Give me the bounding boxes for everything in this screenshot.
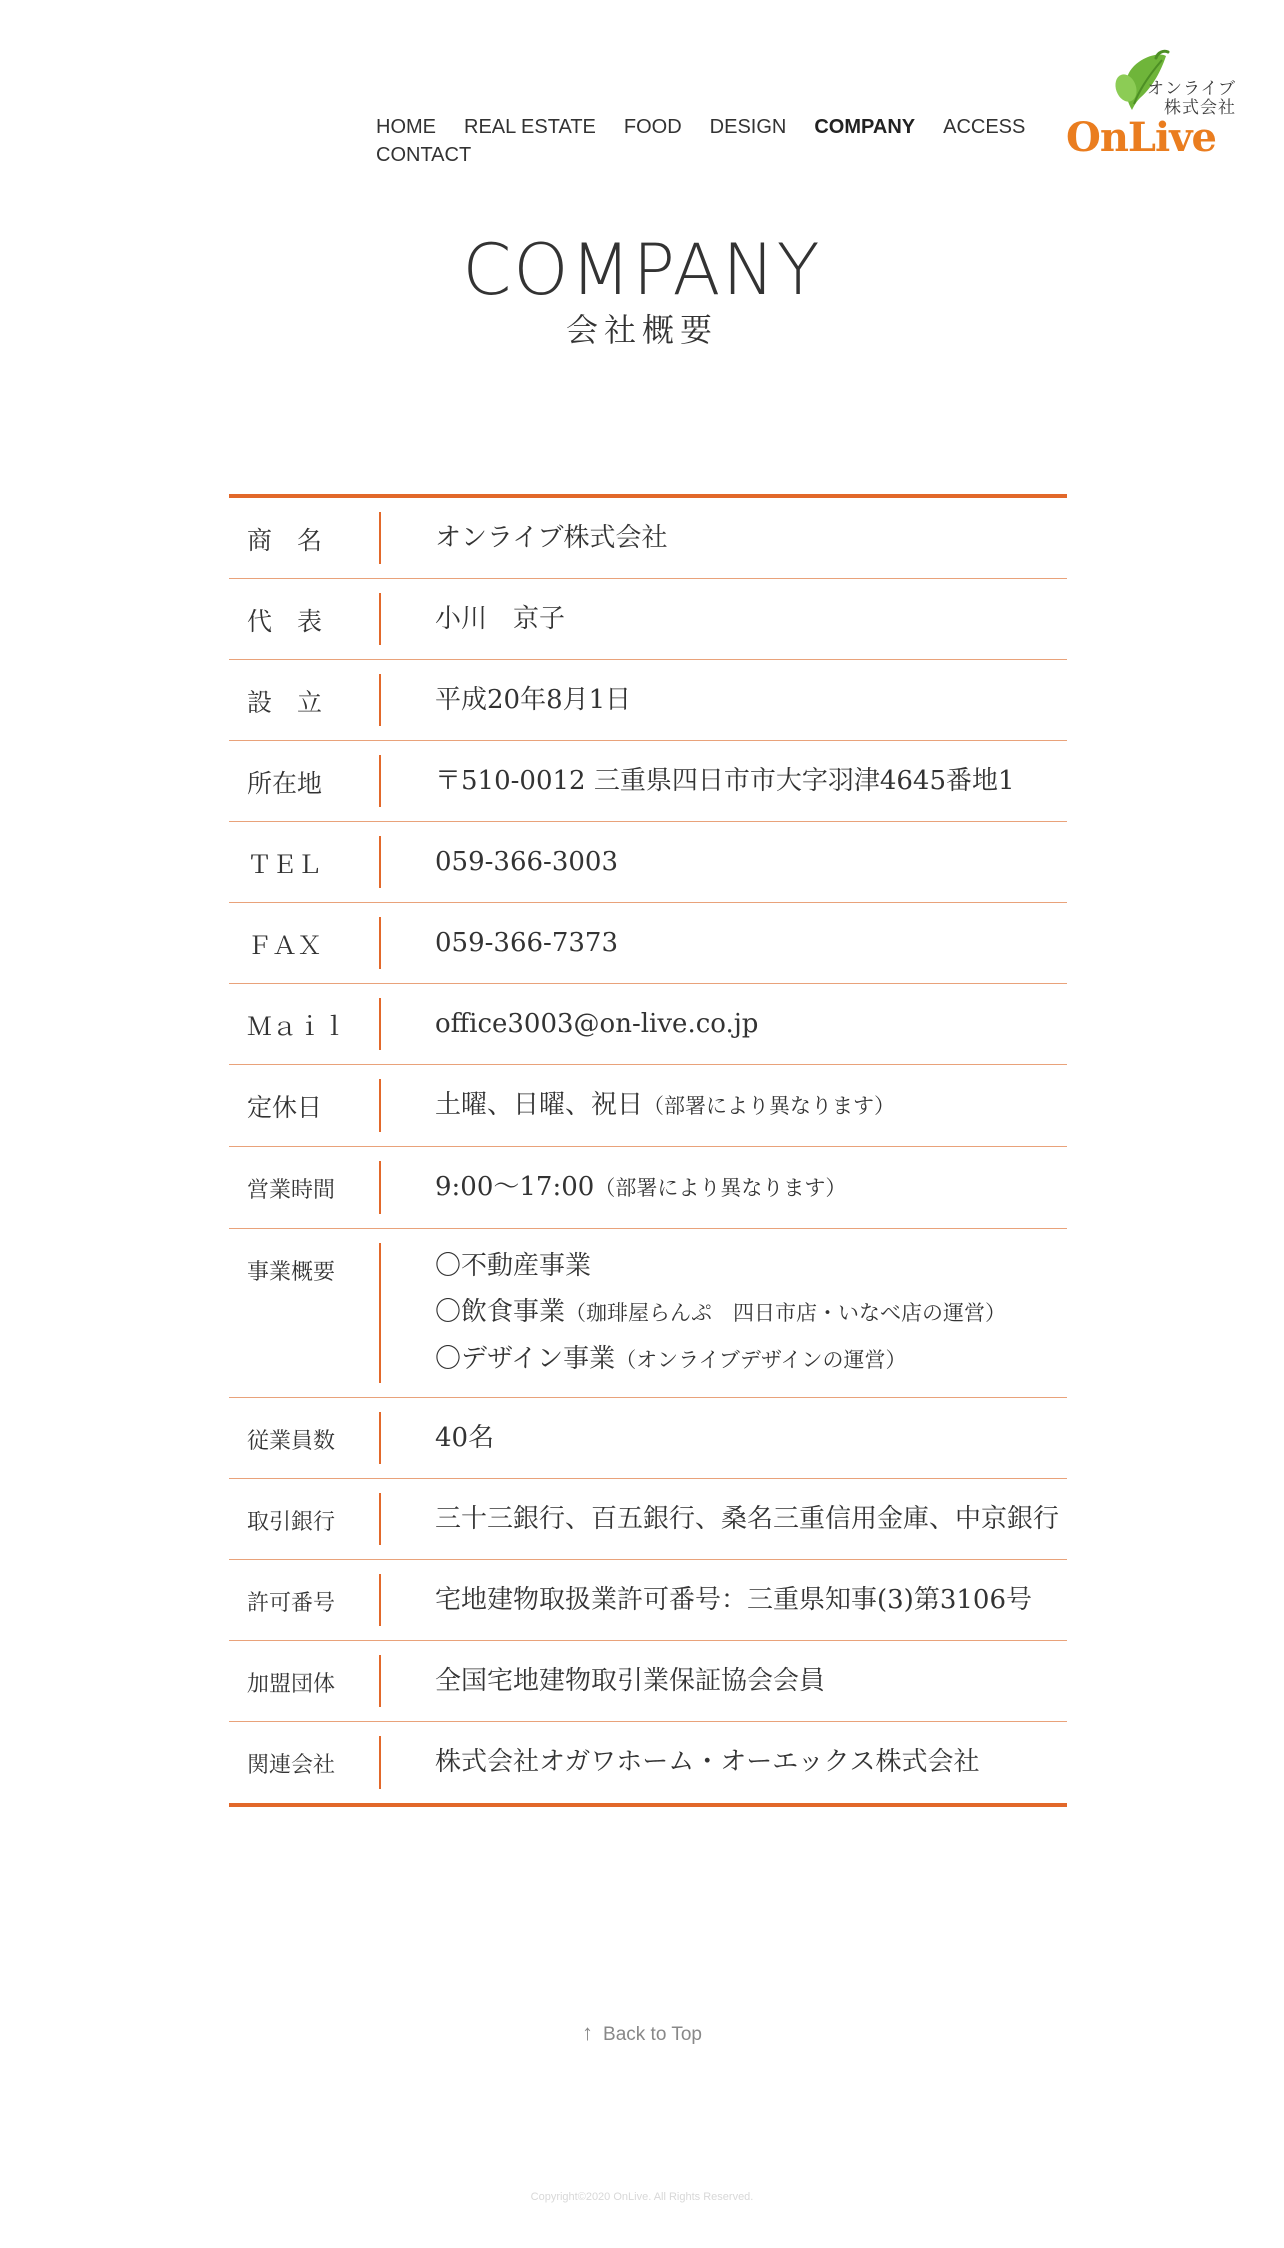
row-value: 宅地建物取扱業許可番号：三重県知事(3)第3106号	[435, 1585, 1032, 1615]
table-row	[229, 741, 1067, 822]
table-row	[229, 984, 1067, 1065]
table-row	[229, 1479, 1067, 1560]
row-value-tel[interactable]: 059-366-3003	[435, 847, 618, 877]
company-logo[interactable]	[1066, 48, 1242, 174]
row-label: 許可番号	[247, 1591, 336, 1616]
row-value: 小川 京子	[435, 604, 566, 634]
row-value-note: （部署により異なります）	[594, 1176, 847, 1200]
row-label: ＴＥＬ	[247, 850, 323, 879]
page-title: COMPANY	[462, 229, 822, 311]
copyright-text: Copyright©2020 OnLive. All Rights Reserved.	[530, 2191, 754, 2203]
table-row	[229, 1641, 1067, 1722]
arrow-up-icon: ↑	[582, 2020, 594, 2045]
row-value: 株式会社オガワホーム・オーエックス株式会社	[435, 1747, 980, 1778]
business-line-text: 〇不動産事業	[435, 1251, 592, 1281]
row-label: 商 名	[247, 526, 323, 555]
page-subtitle: 会社概要	[565, 311, 718, 349]
row-value	[381, 1147, 846, 1228]
row-value: 平成20年8月1日	[435, 685, 632, 715]
row-value	[381, 1229, 1006, 1397]
table-row	[229, 1147, 1067, 1229]
row-label: Ｍａｉｌ	[247, 1012, 348, 1041]
nav-item-design[interactable]: DESIGN	[709, 116, 787, 138]
nav-item-food[interactable]: FOOD	[623, 116, 682, 138]
row-value-note: （部署により異なります）	[643, 1094, 896, 1118]
nav-item-real-estate[interactable]: REAL ESTATE	[464, 116, 596, 138]
table-row	[229, 822, 1067, 903]
business-line	[435, 1243, 1006, 1289]
row-value	[381, 1065, 895, 1146]
nav-item-access[interactable]: ACCESS	[943, 116, 1026, 138]
row-label: 営業時間	[247, 1178, 336, 1203]
row-label: 定休日	[247, 1093, 323, 1122]
row-label: 事業概要	[247, 1260, 336, 1285]
row-label: 加盟団体	[247, 1672, 336, 1697]
row-value-main: 9:00～17:00	[435, 1172, 595, 1202]
nav-item-company[interactable]: COMPANY	[814, 116, 916, 138]
main-nav	[376, 113, 1036, 169]
row-label: 所在地	[247, 769, 323, 798]
row-value: 全国宅地建物取引業保証協会会員	[435, 1666, 826, 1696]
row-label: 取引銀行	[247, 1510, 336, 1535]
row-value: 三十三銀行、百五銀行、桑名三重信用金庫、中京銀行	[435, 1504, 1060, 1534]
logo-line1: オンライブ	[1147, 79, 1236, 99]
row-label: 従業員数	[247, 1429, 336, 1454]
row-value: 059-366-7373	[435, 928, 618, 958]
page-heading	[0, 228, 1284, 350]
back-to-top-label: Back to Top	[603, 2024, 702, 2045]
table-row	[229, 1398, 1067, 1479]
logo-brand: OnLive	[1066, 114, 1216, 161]
table-row	[229, 1065, 1067, 1147]
table-row	[229, 1229, 1067, 1398]
row-label: 代 表	[247, 607, 323, 636]
row-label: ＦＡＸ	[247, 931, 323, 960]
logo-text	[1147, 80, 1236, 118]
row-label: 関連会社	[247, 1753, 336, 1778]
logo-line2: 株式会社	[1164, 98, 1236, 118]
company-info-table	[229, 494, 1067, 1807]
business-line-note: （オンライブデザインの運営）	[615, 1348, 907, 1372]
business-line-note: （珈琲屋らんぷ 四日市店・いなべ店の運営）	[565, 1301, 1007, 1325]
row-value: 40名	[435, 1423, 495, 1453]
business-line	[435, 1336, 1006, 1383]
nav-item-contact[interactable]: CONTACT	[376, 144, 472, 166]
table-row	[229, 903, 1067, 984]
business-line-text: 〇デザイン事業	[435, 1344, 616, 1374]
row-label: 設 立	[247, 688, 323, 717]
business-line-text: 〇飲食事業	[435, 1297, 566, 1327]
table-row	[229, 1722, 1067, 1803]
business-line	[435, 1289, 1006, 1336]
row-value-main: 土曜、日曜、祝日	[435, 1090, 644, 1120]
back-to-top-link[interactable]	[0, 2020, 1284, 2046]
nav-item-home[interactable]: HOME	[376, 116, 436, 138]
row-value: 〒510-0012 三重県四日市市大字羽津4645番地1	[435, 766, 1015, 796]
row-value-mail[interactable]: office3003@on-live.co.jp	[435, 1009, 759, 1039]
table-row	[229, 660, 1067, 741]
row-value: オンライブ株式会社	[435, 523, 668, 553]
table-row	[229, 498, 1067, 579]
table-row	[229, 1560, 1067, 1641]
table-row	[229, 579, 1067, 660]
